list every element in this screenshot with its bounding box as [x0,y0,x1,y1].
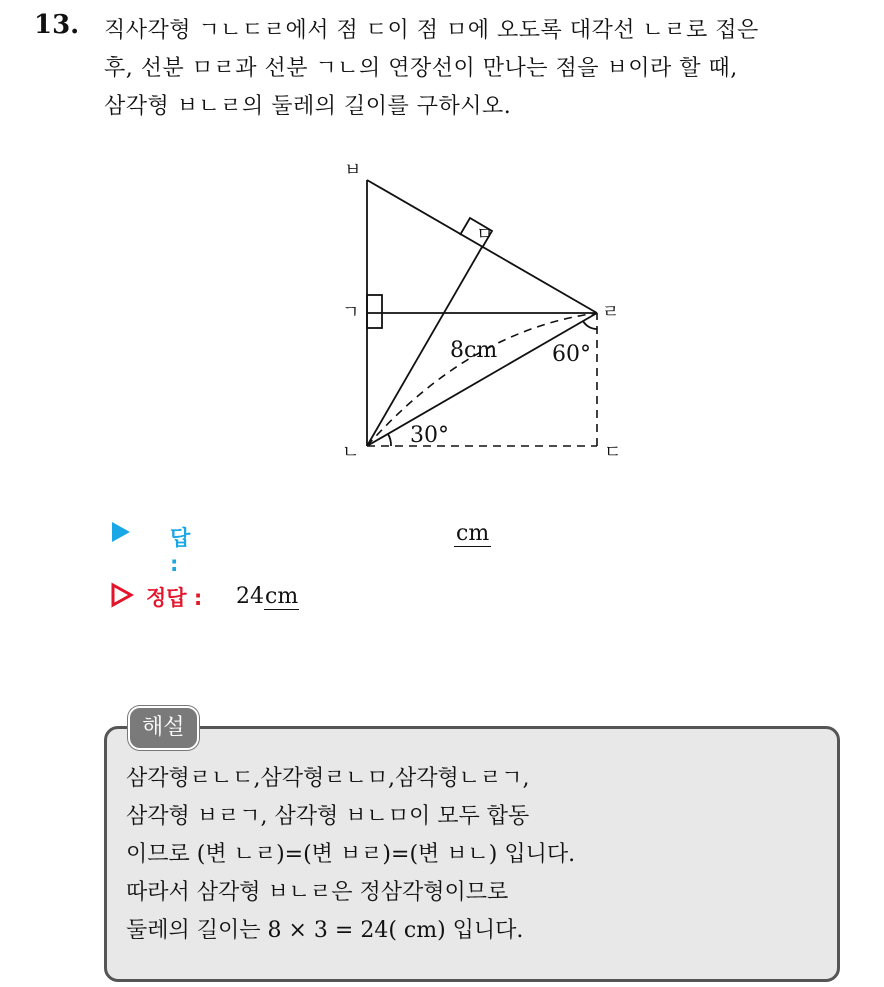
point-label-d: ㄷ [604,442,622,463]
length-label: 8cm [450,338,498,363]
explanation-line: 삼각형ㄹㄴㄷ,삼각형ㄹㄴㅁ,삼각형ㄴㄹㄱ, [126,766,530,791]
point-label-r: ㄹ [602,302,620,323]
point-label-b: ㅂ [344,160,362,181]
solution-value: 24cm [236,584,299,609]
angle-arc-30 [388,434,391,446]
explanation-line: 삼각형 ㅂㄹㄱ, 삼각형 ㅂㄴㅁ이 모두 합동 [126,804,530,829]
explanation-line: 이므로 (변 ㄴㄹ)=(변 ㅂㄹ)=(변 ㅂㄴ) 입니다. [126,842,576,867]
explanation-line: 둘레의 길이는 8 × 3 = 24( cm) 입니다. [126,918,524,943]
point-label-n: ㄴ [342,442,360,463]
explanation-tag: 해설 [128,706,199,750]
point-label-m: ㅁ [476,224,494,245]
angle-arc-60 [583,321,597,329]
explanation-text [126,760,575,950]
question-text [104,12,874,126]
solution-label: 정답 : [146,586,203,610]
angle-label-60: 60° [552,342,591,367]
question-line: 후, 선분 ㅁㄹ과 선분 ㄱㄴ의 연장선이 만나는 점을 ㅂ이라 할 때, [104,56,738,81]
point-label-g: ㄱ [342,302,360,323]
angle-label-30: 30° [410,423,449,448]
question-line: 직사각형 ㄱㄴㄷㄹ에서 점 ㄷ이 점 ㅁ에 오도록 대각선 ㄴㄹ로 접은 [104,18,759,43]
segment-n-r [367,313,597,446]
question-line: 삼각형 ㅂㄴㄹ의 둘레의 길이를 구하시오. [104,94,512,119]
solution-arrow-icon [110,582,134,608]
question-number: 13. [34,10,80,40]
geometry-figure [330,150,640,470]
answer-blank-unit[interactable]: cm [456,521,490,546]
explanation-line: 따라서 삼각형 ㅂㄴㄹ은 정삼각형이므로 [126,880,509,905]
answer-arrow-icon [110,520,132,544]
right-angle-mark-g [367,295,382,328]
solution-unit: cm [265,584,299,609]
answer-label: 답 : [170,526,191,576]
